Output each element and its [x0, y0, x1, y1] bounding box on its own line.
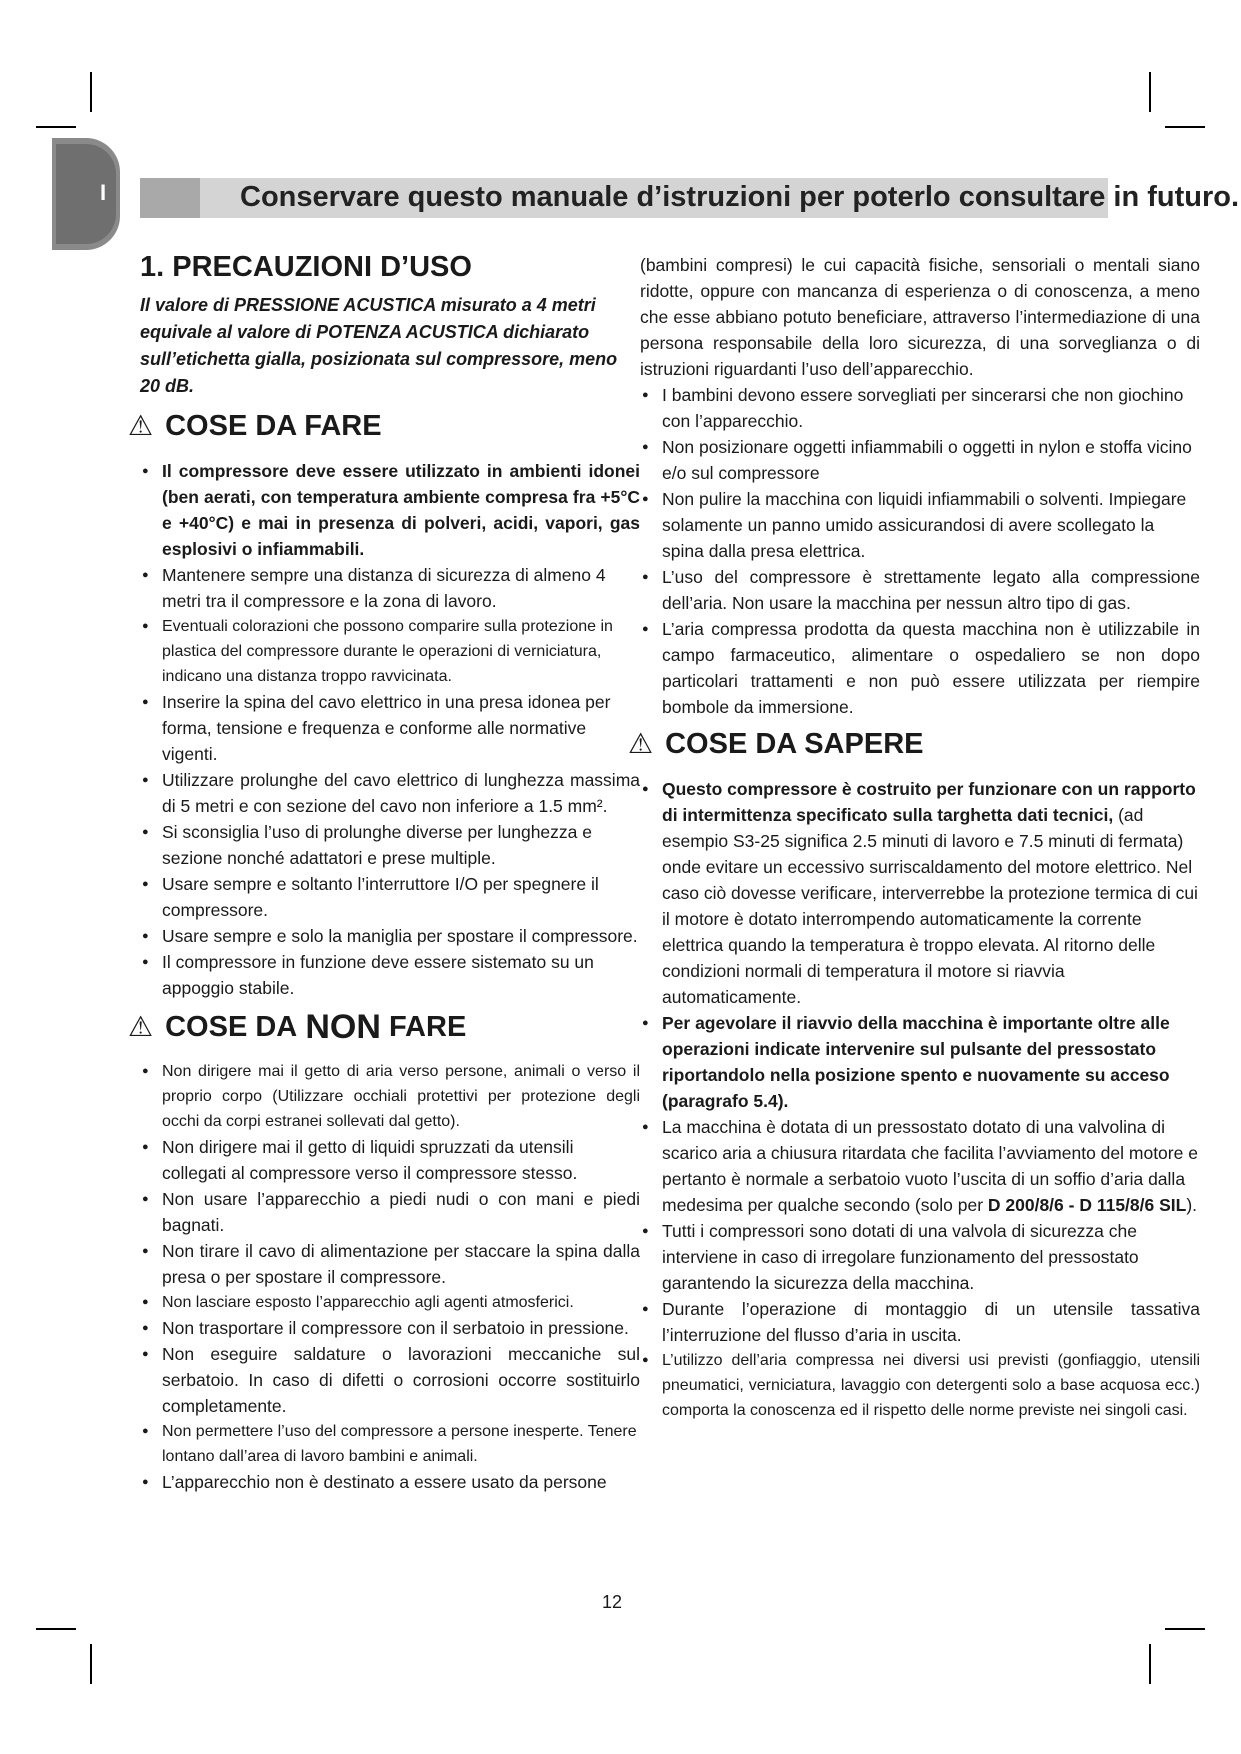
list-item: ● Eventuali colorazioni che possono comparire sulla protezione in plastica del compressore durante le operazioni di verniciatura, indicano una distanza troppo ravvicinata. [140, 614, 640, 689]
crop-mark [36, 1628, 76, 1630]
crop-mark [90, 72, 92, 112]
banner-text: Conservare questo manuale d’istruzioni per poterlo consultare in futuro. [240, 181, 1240, 213]
section-title: 1. PRECAUZIONI D’USO [140, 251, 472, 283]
list-item: ● Non usare l’apparecchio a piedi nudi o con mani e piedi bagnati. [140, 1186, 640, 1238]
list-item: ● L’aria compressa prodotta da questa macchina non è utilizzabile in campo farmaceutico, alimentare o ospedaliero se non dopo particolari trattamenti e non può essere utilizzata per riempire bombole da immersione. [640, 616, 1200, 720]
list-item: ● Non dirigere mai il getto di liquidi spruzzati da utensili collegati al compressore verso il compressore stesso. [140, 1134, 640, 1186]
do-heading: ⚠ COSE DA FARE [128, 410, 382, 442]
warning-icon: ⚠ [628, 728, 654, 759]
crop-mark [90, 1644, 92, 1684]
know-heading: ⚠ COSE DA SAPERE [628, 728, 924, 760]
list-item: ● Non eseguire saldature o lavorazioni meccaniche sul serbatoio. In caso di difetti o corrosioni occorre sostituirlo completamente. [140, 1341, 640, 1419]
list-item: ● Utilizzare prolunghe del cavo elettrico di lunghezza massima di 5 metri e con sezione del cavo non inferiore a 1.5 mm². [140, 767, 640, 819]
list-item: ● I bambini devono essere sorvegliati per sincerarsi che non giochino con l’apparecchio. [640, 382, 1200, 434]
language-tab [56, 144, 116, 244]
list-item: ● Mantenere sempre una distanza di sicurezza di almeno 4 metri tra il compressore e la zona di lavoro. [140, 562, 640, 614]
list-item: ● L’apparecchio non è destinato a essere usato da persone [140, 1469, 640, 1495]
list-item: ● L’utilizzo dell’aria compressa nei diversi usi previsti (gonfiaggio, utensili pneumatici, verniciatura, lavaggio con detergenti solo a base acquosa ecc.) comporta la conoscenza ed il rispetto delle norme previste nei singoli casi. [640, 1348, 1200, 1423]
crop-mark [1165, 126, 1205, 128]
list-item: ● Non trasportare il compressore con il serbatoio in pressione. [140, 1315, 640, 1341]
list-item: ● Non posizionare oggetti infiammabili o oggetti in nylon e stoffa vicino e/o sul compressore [640, 434, 1200, 486]
crop-mark [1149, 1644, 1151, 1684]
list-item: ● Questo compressore è costruito per funzionare con un rapporto di intermittenza specificato sulla targhetta dati tecnici, (ad esempio S3-25 significa 2.5 minuti di lavoro e 7.5 minuti di fermata) onde evitare un eccessivo surriscaldamento del motore elettrico. Nel caso ciò dovesse verificare, interverrebbe la protezione termica di cui il motore è dotato interrompendo automaticamente la corrente elettrica quando la temperatura è troppo elevata. Al ritorno delle condizioni normali di temperatura il motore si riavvia automaticamente. [640, 776, 1200, 1010]
list-item: ● Non pulire la macchina con liquidi infiammabili o solventi. Impiegare solamente un panno umido assicurandosi di avere scollegato la spina dalla presa elettrica. [640, 486, 1200, 564]
warning-icon: ⚠ [128, 410, 154, 441]
list-item: ● Non lasciare esposto l’apparecchio agli agenti atmosferici. [140, 1290, 640, 1315]
dont-list [140, 1059, 640, 1495]
list-item: ● Si sconsiglia l’uso di prolunghe diverse per lunghezza e sezione nonché adattatori e prese multiple. [140, 819, 640, 871]
right-column [628, 252, 1200, 1423]
list-item: ● Tutti i compressori sono dotati di una valvola di sicurezza che interviene in caso di irregolare funzionamento del pressostato garantendo la sicurezza della macchina. [640, 1218, 1200, 1296]
warning-icon: ⚠ [128, 1011, 154, 1042]
know-list [640, 776, 1200, 1423]
crop-mark [1165, 1628, 1205, 1630]
list-item: ● Non tirare il cavo di alimentazione per staccare la spina dalla presa o per spostare il compressore. [140, 1238, 640, 1290]
crop-mark [1149, 72, 1151, 112]
intro-paragraph: Il valore di PRESSIONE ACUSTICA misurato a 4 metri equivale al valore di POTENZA ACUSTICA dichiarato sull’etichetta gialla, posizionata sul compressore, meno 20 dB. [140, 295, 618, 396]
left-column [128, 250, 640, 1495]
list-item: ● Inserire la spina del cavo elettrico in una presa idonea per forma, tensione e frequenza e conforme alle normative vigenti. [140, 689, 640, 767]
list-item: ● Per agevolare il riavvio della macchina è importante oltre alle operazioni indicate intervenire sul pulsante del pressostato riportandolo nella posizione spento e nuovamente su acceso (paragrafo 5.4). [640, 1010, 1200, 1114]
crop-mark [36, 126, 76, 128]
list-item: ● Non permettere l’uso del compressore a persone inesperte. Tenere lontano dall’area di lavoro bambini e animali. [140, 1419, 640, 1469]
list-item: ● Usare sempre e soltanto l’interruttore I/O per spegnere il compressore. [140, 871, 640, 923]
list-item: ● Il compressore in funzione deve essere sistemato su un appoggio stabile. [140, 949, 640, 1001]
list-item: ● Durante l’operazione di montaggio di un utensile tassativa l’interruzione del flusso d’aria in uscita. [640, 1296, 1200, 1348]
list-item: ● La macchina è dotata di un pressostato dotato di una valvolina di scarico aria a chiusura ritardata che facilita l’avviamento del motore e pertanto è normale a serbatoio vuoto l’uscita di un soffio d’aria dalla medesima per qualche secondo (solo per D 200/8/6 - D 115/8/6 SIL). [640, 1114, 1200, 1218]
list-item: ● Il compressore deve essere utilizzato in ambienti idonei (ben aerati, con temperatura ambiente compresa fra +5°C e +40°C) e mai in presenza di polveri, acidi, vapori, gas esplosivi o infiammabili. [140, 458, 640, 562]
continuation-paragraph: (bambini compresi) le cui capacità fisiche, sensoriali o mentali siano ridotte, oppure con mancanza di esperienza o di conoscenza, a meno che esse abbiano potuto beneficiare, attraverso l’intermediazione di una persona responsabile della loro sicurezza, di una sorveglianza o di istruzioni riguardanti l’uso dell’apparecchio. [640, 255, 1200, 379]
page-number: 12 [602, 1592, 623, 1612]
language-tab-letter: I [100, 180, 107, 205]
dont-list-continued [640, 382, 1200, 720]
dont-heading: ⚠ COSE DA NON FARE [128, 1008, 467, 1046]
header-banner [140, 178, 1240, 218]
do-list [140, 458, 640, 1001]
list-item: ● Usare sempre e solo la maniglia per spostare il compressore. [140, 923, 640, 949]
list-item: ● L’uso del compressore è strettamente legato alla compressione dell’aria. Non usare la macchina per nessun altro tipo di gas. [640, 564, 1200, 616]
list-item: ● Non dirigere mai il getto di aria verso persone, animali o verso il proprio corpo (Utilizzare occhiali protettivi per protezione degli occhi da corpi estranei sollevati dal getto). [140, 1059, 640, 1134]
